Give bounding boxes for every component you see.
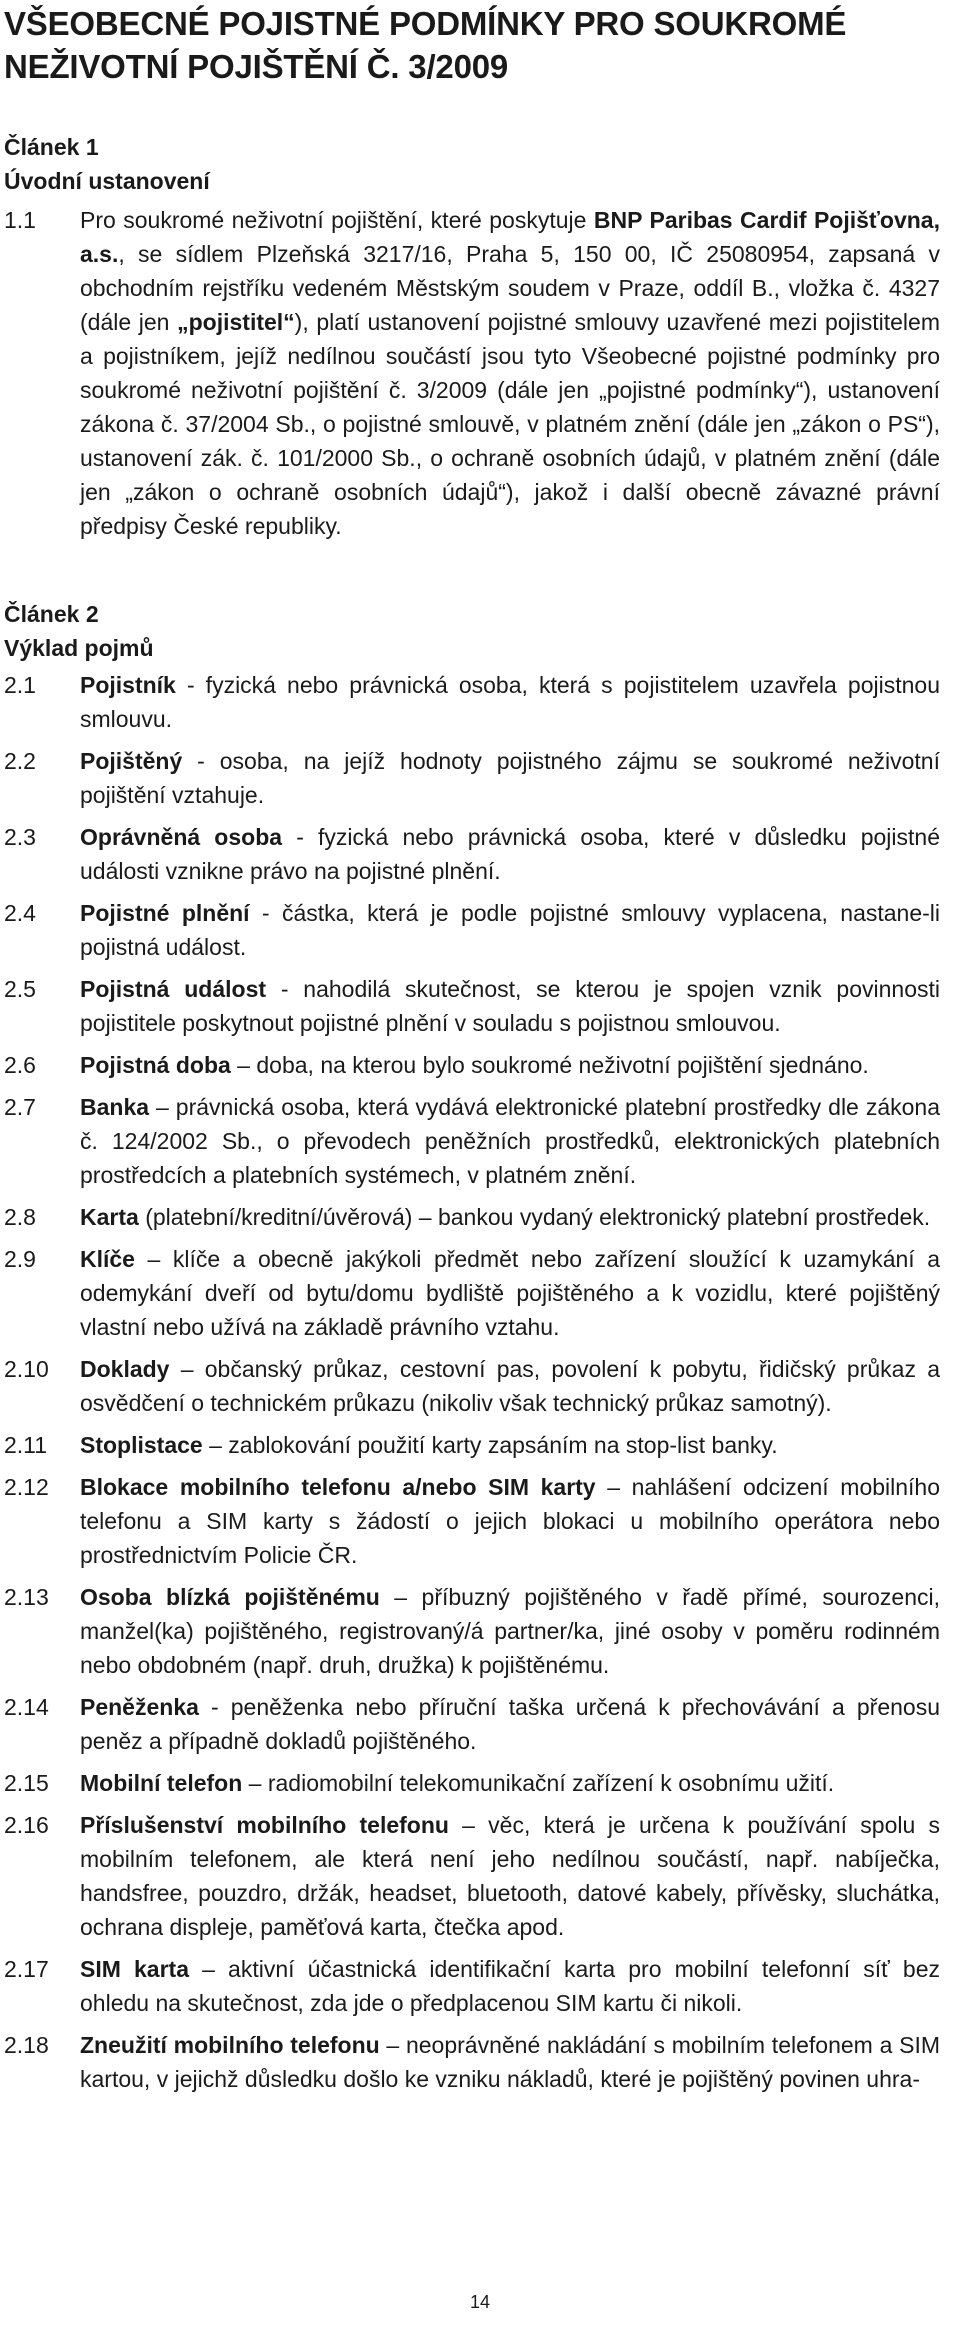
definition-term: Peněženka xyxy=(80,1694,199,1720)
definition-number: 2.6 xyxy=(4,1052,36,1078)
definition-number: 2.10 xyxy=(4,1356,49,1382)
definition-item xyxy=(0,1090,940,1192)
article-1-heading: Úvodní ustanovení xyxy=(4,168,210,194)
definition-item xyxy=(0,1580,940,1682)
definition-text: – radiomobilní telekomunikační zařízení k osobnímu užití. xyxy=(242,1770,835,1796)
definition-item xyxy=(0,820,940,888)
definition-text: – příbuzný pojištěného v řadě přímé, sourozenci, manžel(ka) pojištěného, registrovaný/á partner/ka, jiné osoby v poměru rodinném nebo obdobném (např. druh, družka) k pojištěnému. xyxy=(80,1584,940,1678)
definition-text: (platební/kreditní/úvěrová) – bankou vydaný elektronický platební prostředek. xyxy=(138,1204,931,1230)
definition-number: 2.18 xyxy=(4,2032,49,2058)
definition-number: 2.5 xyxy=(4,976,36,1002)
clause-text-mid: , se sídlem Plzeňská 3217/16, Praha 5, 150 00, IČ 25080954, zapsaná v obchodním rejstříku vedeném Městským soudem v Praze, oddíl B., vložka č. 4327 (dále jen xyxy=(80,241,940,335)
definition-text: – aktivní účastnická identifikační karta pro mobilní telefonní síť bez ohledu na skutečnost, zda jde o předplacenou SIM kartu či nikoli. xyxy=(80,1956,940,2016)
definition-text: - peněženka nebo příruční taška určená k přechovávání a přenosu peněz a případně dokladů pojištěného. xyxy=(80,1694,940,1754)
definition-item xyxy=(0,1352,940,1420)
article-1-body xyxy=(0,203,940,543)
definition-number: 2.12 xyxy=(4,1474,49,1500)
definition-term: Klíče xyxy=(80,1246,135,1272)
clause-1-1 xyxy=(0,203,940,543)
definition-number: 2.16 xyxy=(4,1812,49,1838)
definition-term: Příslušenství mobilního telefonu xyxy=(80,1812,449,1838)
definition-text: – doba, na kterou bylo soukromé neživotní pojištění sjednáno. xyxy=(230,1052,869,1078)
definition-term: Stoplistace xyxy=(80,1432,203,1458)
definition-term: Doklady xyxy=(80,1356,170,1382)
definition-term: Pojistná událost xyxy=(80,976,267,1002)
definition-item xyxy=(0,1428,940,1462)
page-number: 14 xyxy=(469,2292,491,2312)
definition-item xyxy=(0,668,940,736)
definition-number: 2.3 xyxy=(4,824,36,850)
definition-text: - fyzická nebo právnická osoba, která s pojistitelem uzavřela pojistnou smlouvu. xyxy=(80,672,940,732)
definition-item xyxy=(0,1808,940,1944)
definition-text: – nahlášení odcizení mobilního telefonu a SIM karty s žádostí o jejich blokaci u mobilního operátora nebo prostřednictvím Policie ČR. xyxy=(80,1474,941,1568)
definition-term: Oprávněná osoba xyxy=(80,824,283,850)
definition-item xyxy=(0,1952,940,2020)
definition-number: 2.11 xyxy=(4,1432,48,1458)
definition-term: Blokace mobilního telefonu a/nebo SIM karty xyxy=(80,1474,596,1500)
definition-number: 2.4 xyxy=(4,900,36,926)
definition-number: 2.1 xyxy=(4,672,36,698)
definition-number: 2.13 xyxy=(4,1584,49,1610)
definition-term: Pojistné plnění xyxy=(80,900,250,926)
definition-item xyxy=(0,1200,940,1234)
definition-number: 2.2 xyxy=(4,748,36,774)
definition-item xyxy=(0,972,940,1040)
definitions-list xyxy=(0,668,940,2104)
clause-number: 1.1 xyxy=(4,207,36,233)
definition-text: – klíče a obecně jakýkoli předmět nebo zařízení sloužící k uzamykání a odemykání dveří od bytu/domu bydliště pojištěného a k vozidlu, které pojištěný vlastní nebo užívá na základě právního vztahu. xyxy=(80,1246,940,1340)
definition-number: 2.15 xyxy=(4,1770,49,1796)
definition-item xyxy=(0,2028,940,2096)
clause-text xyxy=(80,203,940,543)
definition-text: - fyzická nebo právnická osoba, které v důsledku pojistné události vznikne právo na pojistné plnění. xyxy=(80,824,940,884)
definition-term: Pojištěný xyxy=(80,748,183,774)
definition-text: - nahodilá skutečnost, se kterou je spojen vznik povinnosti pojistitele poskytnout pojistné plnění v souladu s pojistnou smlouvou. xyxy=(80,976,940,1036)
definition-item xyxy=(0,1690,940,1758)
definition-term: Karta xyxy=(80,1204,139,1230)
definition-term: Mobilní telefon xyxy=(80,1770,243,1796)
definition-text: - osoba, na jejíž hodnoty pojistného zájmu se soukromé neživotní pojištění vztahuje. xyxy=(80,748,940,808)
clause-text-pre: Pro soukromé neživotní pojištění, které poskytuje xyxy=(80,207,594,233)
definition-term: Banka xyxy=(80,1094,150,1120)
definition-term: SIM karta xyxy=(80,1956,189,1982)
definition-text: – občanský průkaz, cestovní pas, povolení k pobytu, řidičský průkaz a osvědčení o technickém průkazu (nikoliv však technický průkaz samotný). xyxy=(80,1356,940,1416)
insurer-name: BNP Paribas Cardif Pojišťovna, a.s. xyxy=(80,207,940,267)
definition-text: – zablokování použití karty zapsáním na stop-list banky. xyxy=(202,1432,778,1458)
article-2-label: Článek 2 xyxy=(4,601,99,627)
definition-item xyxy=(0,1048,940,1082)
definition-number: 2.9 xyxy=(4,1246,36,1272)
definition-item xyxy=(0,896,940,964)
definition-text: – věc, která je určena k používání spolu s mobilním telefonem, ale která není jeho nedílnou součástí, např. nabíječka, handsfree, pouzdro, držák, headset, bluetooth, datové kabely, přívěsky, sluchátka, ochrana displeje, paměťová karta, čtečka apod. xyxy=(80,1812,940,1940)
definition-text: – právnická osoba, která vydává elektronické platební prostředky dle zákona č. 124/2002 Sb., o převodech peněžních prostředků, elektronických platebních prostředcích a platebních systémech, v platném znění. xyxy=(80,1094,940,1188)
definition-item xyxy=(0,1766,940,1800)
definition-number: 2.7 xyxy=(4,1094,36,1120)
definition-item xyxy=(0,744,940,812)
definition-term: Osoba blízká pojištěnému xyxy=(80,1584,380,1610)
article-2-heading: Výklad pojmů xyxy=(4,635,154,661)
definition-number: 2.8 xyxy=(4,1204,36,1230)
definition-text: - částka, která je podle pojistné smlouvy vyplacena, nastane-li pojistná událost. xyxy=(80,900,941,960)
definition-item xyxy=(0,1470,940,1572)
definition-term: Pojistná doba xyxy=(80,1052,231,1078)
definition-term: Zneužití mobilního telefonu xyxy=(80,2032,380,2058)
definition-item xyxy=(0,1242,940,1344)
document-title: VŠEOBECNÉ POJISTNÉ PODMÍNKY PRO SOUKROMÉ NEŽIVOTNÍ POJIŠTĚNÍ Č. 3/2009 xyxy=(4,5,847,85)
clause-text-rest: ), platí ustanovení pojistné smlouvy uzavřené mezi pojistitelem a pojistníkem, jejíž nedílnou součástí jsou tyto Všeobecné pojistné podmínky pro soukromé neživotní pojištění č. 3/2009 (dále jen „pojistné podmínky“), ustanovení zákona č. 37/2004 Sb., o pojistné smlouvě, v platném znění (dále jen „zákon o PS“), ustanovení zák. č. 101/2000 Sb., o ochraně osobních údajů, v platném znění (dále jen „zákon o ochraně osobních údajů“), jakož i další obecně závazné právní předpisy České republiky. xyxy=(80,309,940,539)
definition-number: 2.14 xyxy=(4,1694,49,1720)
definition-number: 2.17 xyxy=(4,1956,49,1982)
article-1-label: Článek 1 xyxy=(4,134,99,160)
insurer-term: „pojistitel“ xyxy=(177,309,295,335)
definition-term: Pojistník xyxy=(80,672,176,698)
definition-text: – neoprávněné nakládání s mobilním telefonem a SIM kartou, v jejichž důsledku došlo ke vzniku nákladů, které je pojištěný povinen uhra- xyxy=(80,2032,940,2092)
